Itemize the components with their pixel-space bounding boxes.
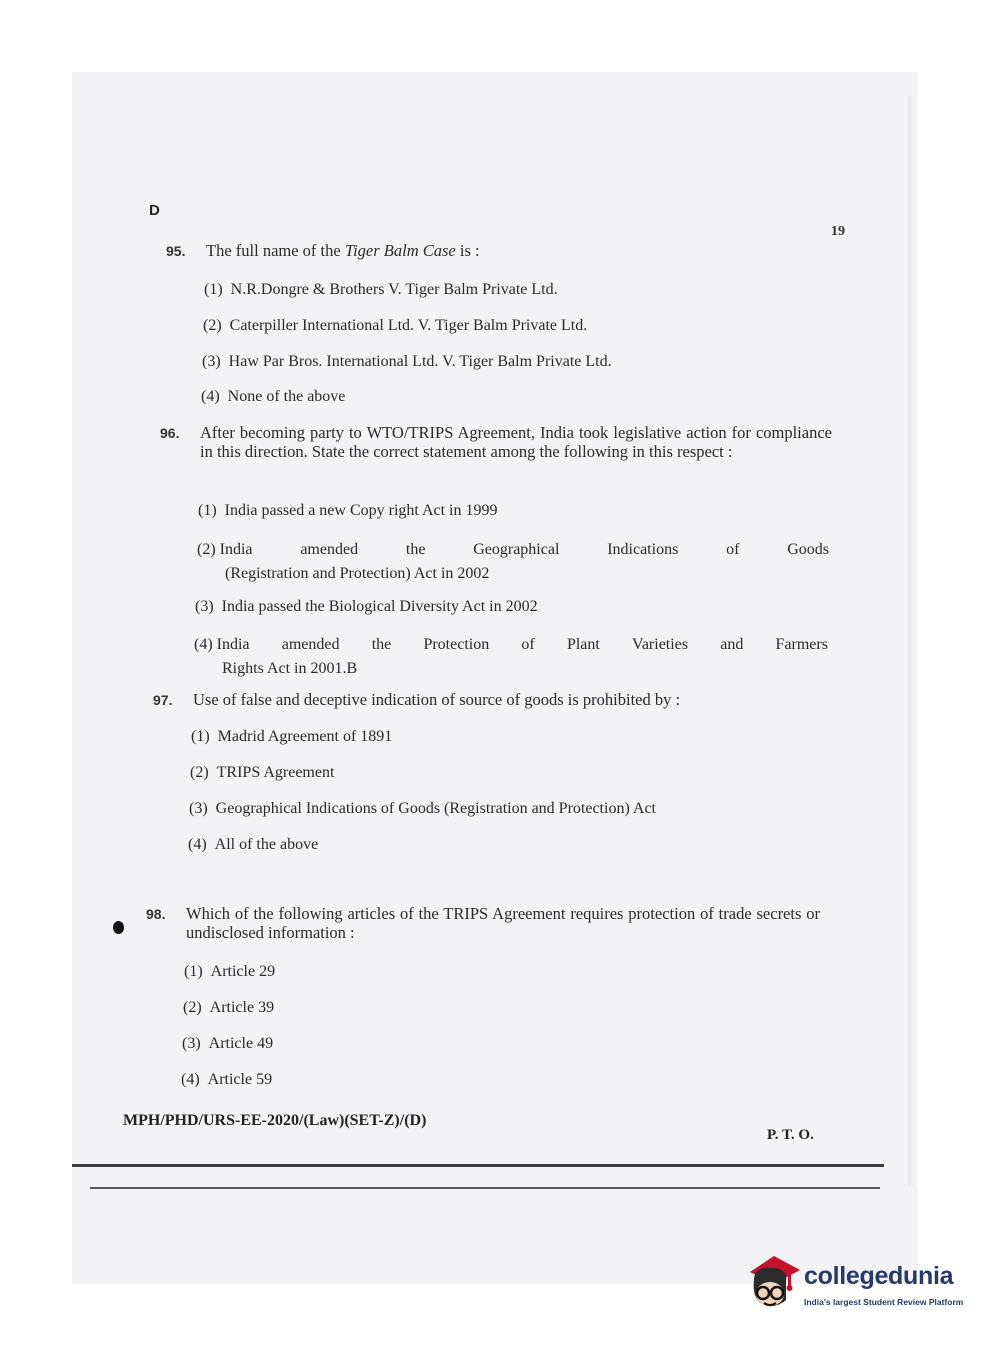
- option-96-4: (4) India amended the Protection of Plant Varieties and Farmers Rights Act in 2001.B: [194, 633, 828, 681]
- question-number: 97.: [153, 692, 173, 708]
- question-number: 96.: [160, 425, 180, 441]
- footer-rule-secondary: [90, 1187, 880, 1189]
- case-name: Tiger Balm Case: [344, 241, 456, 260]
- option-96-3: (3) India passed the Biological Diversity Act in 2002: [195, 598, 538, 615]
- brand-tagline: India's largest Student Review Platform: [804, 1297, 964, 1307]
- footer-rule: [72, 1164, 884, 1167]
- page-edge: [908, 96, 918, 1186]
- option-97-2: (2) TRIPS Agreement: [190, 764, 335, 781]
- option-95-4: (4) None of the above: [201, 388, 346, 405]
- option-word: of: [521, 636, 535, 653]
- option-word: and: [720, 636, 744, 653]
- question-text: After becoming party to WTO/TRIPS Agreement, India took legislative action for compliance in this direction. State the correct statement among the following in this respect :: [200, 423, 832, 461]
- option-word: (2) India: [197, 541, 253, 558]
- question-text: Which of the following articles of the TRIPS Agreement requires protection of trade secrets or undisclosed information :: [186, 904, 820, 942]
- option-word: Farmers: [775, 636, 828, 653]
- option-97-3: (3) Geographical Indications of Goods (Registration and Protection) Act: [189, 800, 656, 817]
- option-word: the: [405, 541, 426, 558]
- option-95-2: (2) Caterpiller International Ltd. V. Tiger Balm Private Ltd.: [203, 317, 588, 334]
- option-98-2: (2) Article 39: [183, 999, 275, 1016]
- option-96-1: (1) India passed a new Copy right Act in 1999: [198, 502, 498, 519]
- option-word: amended: [281, 636, 340, 653]
- option-95-3: (3) Haw Par Bros. International Ltd. V. Tiger Balm Private Ltd.: [202, 353, 612, 370]
- question-text: Use of false and deceptive indication of source of goods is prohibited by :: [193, 690, 681, 709]
- option-97-1: (1) Madrid Agreement of 1891: [191, 728, 393, 745]
- page-number: 19: [831, 224, 845, 239]
- option-word: Varieties: [632, 636, 689, 653]
- option-word: the: [371, 636, 392, 653]
- option-word: Protection: [423, 636, 490, 653]
- set-letter: D: [149, 202, 160, 219]
- option-98-1: (1) Article 29: [184, 963, 276, 980]
- please-turn-over: P. T. O.: [767, 1127, 814, 1143]
- option-word: Goods: [787, 541, 829, 558]
- option-word: of: [726, 541, 740, 558]
- option-98-4: (4) Article 59: [181, 1071, 273, 1088]
- option-word: Indications: [607, 541, 679, 558]
- paper-code: MPH/PHD/URS-EE-2020/(Law)(SET-Z)/(D): [123, 1112, 427, 1129]
- graduate-mascot-icon: [744, 1250, 802, 1316]
- option-word: Plant: [566, 636, 600, 653]
- margin-mark: [113, 921, 124, 934]
- option-word: amended: [300, 541, 359, 558]
- question-text: The full name of the Tiger Balm Case is :: [206, 241, 480, 260]
- collegedunia-logo: [744, 1250, 976, 1320]
- question-number: 95.: [166, 243, 186, 259]
- option-98-3: (3) Article 49: [182, 1035, 274, 1052]
- question-number: 98.: [146, 906, 166, 922]
- option-word: (4) India: [194, 636, 250, 653]
- brand-name: collegedunia: [804, 1262, 954, 1290]
- option-95-1: (1) N.R.Dongre & Brothers V. Tiger Balm Private Ltd.: [204, 281, 558, 298]
- option-word: Geographical: [473, 541, 560, 558]
- option-96-2: (2) India amended the Geographical Indications of Goods (Registration and Protection) Act in 2002: [197, 538, 829, 586]
- option-97-4: (4) All of the above: [188, 836, 319, 853]
